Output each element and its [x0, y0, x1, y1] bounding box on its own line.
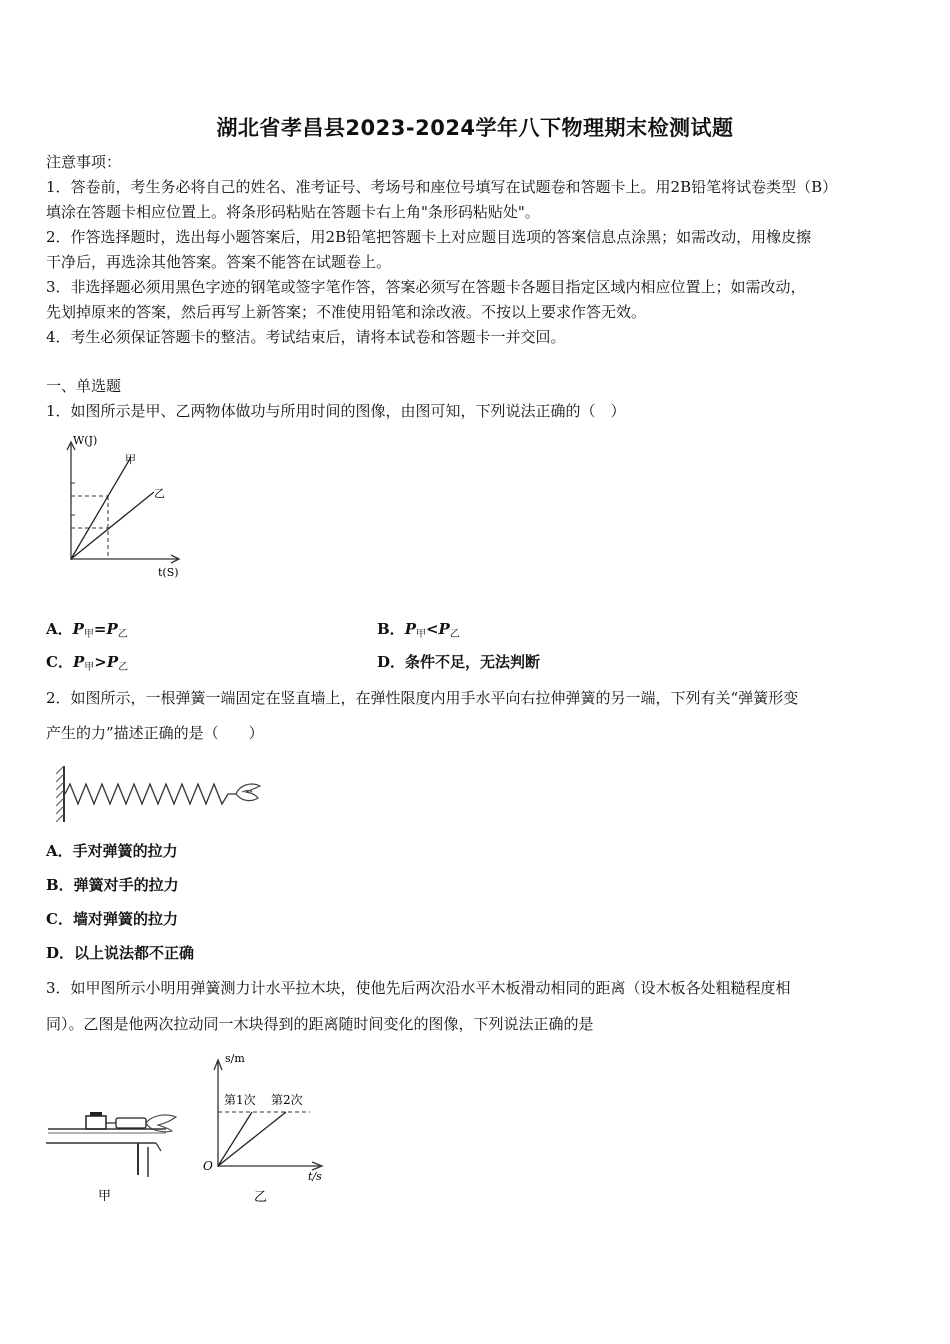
q2-hand — [236, 784, 260, 801]
q3-figure-yi — [200, 1050, 340, 1205]
notice-line-5: 3．非选择题必须用黑色字迹的钢笔或签字笔作答，答案必须写在答题卡各题目指定区域内相应位置上；如需改动， — [46, 278, 806, 296]
q3-label-first: 第1次 — [224, 1093, 256, 1107]
notice-heading: 注意事项： — [46, 153, 122, 171]
notice-line-6: 先划掉原来的答案，然后再写上新答案；不准使用铅笔和涂改液。不按以上要求作答无效。 — [46, 303, 647, 321]
notice-line-2: 填涂在答题卡相应位置上。将条形码粘贴在答题卡右上角"条形码粘贴处"。 — [46, 203, 540, 221]
q1-y-label: W(J) — [73, 434, 98, 447]
q3-spring-scale — [116, 1118, 146, 1128]
q1-label-jia: 甲 — [125, 453, 136, 466]
q1-stem: 1．如图所示是甲、乙两物体做功与所用时间的图像，由图可知，下列说法正确的（ ） — [46, 402, 626, 420]
q2-spring — [65, 784, 236, 804]
q2-option-d[interactable]: D．以上说法都不正确 — [46, 944, 195, 962]
q3-block — [86, 1116, 106, 1129]
q1-option-b[interactable]: B．$P_甲<P_乙$ — [377, 620, 460, 640]
q2-option-c[interactable]: C．墙对弹簧的拉力 — [46, 910, 178, 928]
q3-x-label: t/s — [308, 1170, 322, 1183]
q3-figure-jia-label: 甲 — [98, 1189, 112, 1204]
q3-table-edge — [156, 1143, 161, 1151]
section-heading: 一、单选题 — [46, 377, 122, 395]
q2-stem-line-1: 2．如图所示，一根弹簧一端固定在竖直墙上，在弹性限度内用手水平向右拉伸弹簧的另一端，下列有关“弹簧形变 — [46, 689, 799, 707]
q1-option-c[interactable]: C．$P_甲>P_乙$ — [46, 653, 129, 673]
q1-label-yi: 乙 — [154, 487, 165, 500]
q3-y-label: s/m — [225, 1052, 245, 1065]
notice-line-3: 2．作答选择题时，选出每小题答案后，用2B铅笔把答题卡上对应题目选项的答案信息点涂黑；如需改动，用橡皮擦 — [46, 228, 812, 246]
notice-line-4: 干净后，再选涂其他答案。答案不能答在试题卷上。 — [46, 253, 392, 271]
q2-option-a[interactable]: A．手对弹簧的拉力 — [46, 842, 178, 860]
q3-block-top — [90, 1112, 102, 1116]
q2-option-b[interactable]: B．弹簧对手的拉力 — [46, 876, 179, 894]
q3-label-second: 第2次 — [271, 1093, 303, 1107]
q3-figure-jia — [46, 1085, 196, 1205]
q3-line-1 — [218, 1112, 252, 1166]
q2-spring-figure — [56, 762, 266, 826]
q2-wall-hatching — [56, 766, 64, 822]
q1-option-d[interactable]: D．条件不足，无法判断 — [377, 653, 541, 671]
q3-origin-label: O — [203, 1159, 213, 1173]
q1-line-yi — [71, 492, 154, 559]
q1-line-jia — [71, 457, 131, 559]
q2-stem-line-2: 产生的力”描述正确的是（ ） — [46, 724, 264, 742]
q1-x-label: t(S) — [158, 566, 179, 579]
q1-option-a[interactable]: A．$P_甲=P_乙$ — [46, 620, 128, 640]
notice-line-7: 4．考生必须保证答题卡的整洁。考试结束后，请将本试卷和答题卡一并交回。 — [46, 328, 566, 346]
notice-line-1: 1．答卷前，考生务必将自己的姓名、准考证号、考场号和座位号填写在试题卷和答题卡上。用2B铅笔将试卷类型（B） — [46, 178, 838, 196]
q3-stem-line-1: 3．如甲图所示小明用弹簧测力计水平拉木块，使他先后两次沿水平木板滑动相同的距离（设木板各处粗糙程度相 — [46, 979, 791, 997]
q3-figure-yi-label: 乙 — [254, 1190, 268, 1205]
q3-line-2 — [218, 1112, 286, 1166]
q1-graph — [58, 430, 188, 580]
q3-stem-line-2: 同）。乙图是他两次拉动同一木块得到的距离随时间变化的图像，下列说法正确的是 — [46, 1015, 594, 1033]
page-title: 湖北省孝昌县2023-2024学年八下物理期末检测试题 — [216, 116, 734, 140]
